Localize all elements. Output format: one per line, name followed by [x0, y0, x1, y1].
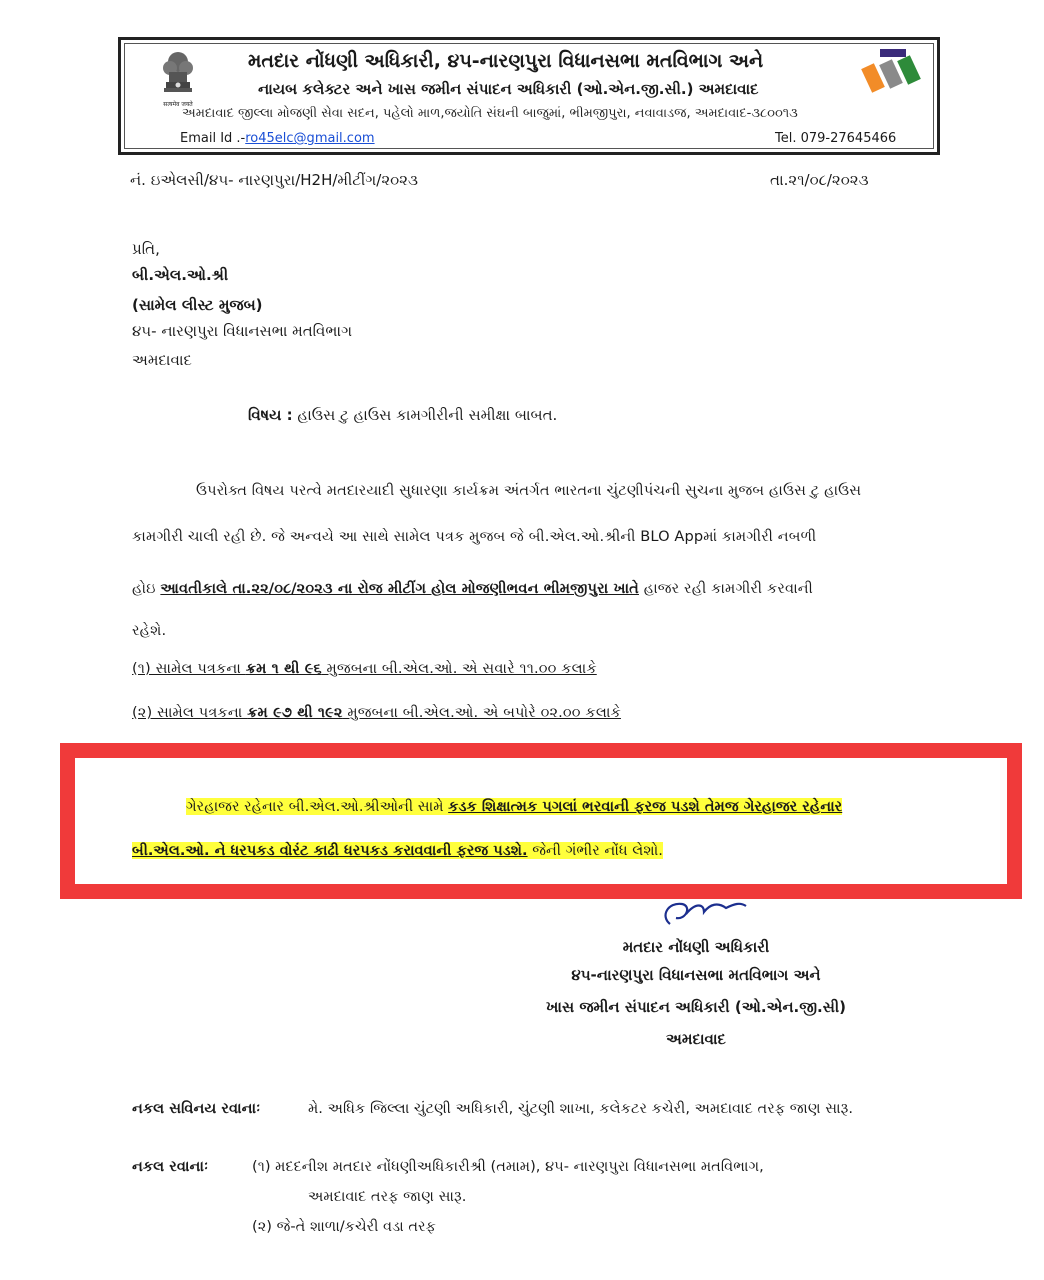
copy-item-1b: અમદાવાદ તરફ જાણ સારૂ.	[308, 1188, 467, 1205]
recipient-prati: પ્રતિ,	[132, 240, 160, 258]
signatory-line-3: ખાસ જમીન સંપાદન અધિકારી (ઓ.એન.જી.સી)	[545, 998, 847, 1016]
reference-date: તા.૨૧/૦૮/૨૦૨૩	[770, 171, 869, 189]
reference-number: નં. ઇએલસી/૪૫- નારણપુરા/H2H/મીટીંગ/૨૦૨૩	[130, 171, 418, 189]
national-emblem-icon	[158, 44, 198, 106]
body-line-3	[132, 580, 813, 597]
recipient-constituency: ૪૫- નારણપુરા વિધાનસભા મતવિભાગ	[132, 322, 353, 340]
body-line-2: કામગીરી ચાલી રહી છે. જે અન્વયે આ સાથે સામેલ પત્રક મુજબ જે બી.એલ.ઓ.શ્રીની BLO Appમાં કામગીરી નબળી	[132, 528, 817, 545]
body-line-3-pre: હોઇ	[132, 580, 161, 597]
letterhead-email-row	[180, 131, 375, 146]
email-label: Email Id .-	[180, 131, 246, 146]
item-1-pre: (૧) સામેલ પત્રકના	[132, 660, 246, 677]
warning-highlight-box	[60, 743, 1022, 899]
meeting-details: આવતીકાલે તા.૨૨/૦૮/૨૦૨૩ ના રોજ મીટીંગ હોલ મોજણીભવન ભીમજીપુરા ખાતે	[160, 580, 639, 597]
item-2-post: મુજબના બી.એલ.ઓ. એ બપોરે ૦૨.૦૦ કલાકે	[342, 704, 621, 721]
signature-scribble-icon	[600, 896, 770, 930]
copy-item-1: (૧) મદદનીશ મતદાર નોંધણીઅધિકારીશ્રી (તમામ), ૪૫- નારણપુરા વિધાનસભા મતવિભાગ,	[252, 1158, 764, 1175]
item-2-range: ક્રમ ૯૭ થી ૧૯૨	[247, 704, 343, 721]
body-line-1: ઉપરોક્ત વિષય પરત્વે મતદારયાદી સુધારણા કાર્યક્રમ અંતર્ગત ભારતના ચુંટણીપંચની સુચના મુજબ હાઉસ ટુ હાઉસ	[196, 482, 862, 499]
warning-line-2-bold: બી.એલ.ઓ. ને ધરપકડ વોરંટ કાઢી ધરપકડ કરાવવાની ફરજ પડશે.	[132, 842, 528, 859]
copy-label-1: નકલ સવિનય રવાનાઃ	[132, 1100, 261, 1117]
email-link[interactable]: ro45elc@gmail.com	[245, 131, 375, 146]
signatory-line-1: મતદાર નોંધણી અધિકારી	[622, 938, 770, 956]
subject-text: હાઉસ ટુ હાઉસ કામગીરીની સમીક્ષા બાબત.	[292, 406, 558, 424]
copy-text-1: મે. અધિક જિલ્લા ચુંટણી અધિકારી, ચુંટણી શાખા, કલેકટર કચેરી, અમદાવાદ તરફ જાણ સારૂ.	[308, 1100, 854, 1117]
warning-line-2-post: જેની ગંભીર નોંધ લેશો.	[527, 842, 663, 859]
letterhead-title: મતદાર નોંધણી અધિકારી, ૪૫-નારણપુરા વિધાનસભા મતવિભાગ અને	[248, 50, 764, 72]
emblem-motto: सत्यमेव जयते	[163, 101, 193, 108]
schedule-item-2	[132, 704, 621, 721]
warning-line-1-pre: ગેરહાજર રહેનાર બી.એલ.ઓ.શ્રીઓની સામે	[186, 798, 449, 815]
letterhead-address: અમદાવાદ જીલ્લા મોજણી સેવા સદન, પહેલો માળ,જયોતિ સંઘની બાજુમાં, ભીમજીપુરા, નવાવાડજ, અમદાવાદ-૩૮૦૦૧૩	[182, 106, 798, 121]
copy-item-2: (૨) જે-તે શાળા/કચેરી વડા તરફ	[252, 1218, 436, 1235]
subject-line	[248, 406, 557, 424]
item-2-pre: (૨) સામેલ પત્રકના	[132, 704, 248, 721]
subject-label: વિષય :	[248, 406, 293, 424]
recipient-note: (સામેલ લીસ્ટ મુજબ)	[132, 296, 263, 314]
copy-label-2: નકલ રવાનાઃ	[132, 1158, 209, 1175]
letterhead-subtitle: નાયબ કલેક્ટર અને ખાસ જમીન સંપાદન અધિકારી (ઓ.એન.જી.સી.) અમદાવાદ	[258, 80, 759, 98]
body-line-3-post: હાજર રહી કામગીરી કરવાની	[638, 580, 813, 597]
recipient-name: બી.એલ.ઓ.શ્રી	[132, 266, 229, 284]
item-1-range: ક્રમ ૧ થી ૯૬	[245, 660, 322, 677]
item-1-post: મુજબના બી.એલ.ઓ. એ સવારે ૧૧.૦૦ કલાકે	[321, 660, 597, 677]
recipient-city: અમદાવાદ	[132, 351, 192, 369]
election-commission-logo-icon	[856, 47, 934, 99]
warning-line-1-bold: કડક શિક્ષાત્મક પગલાં ભરવાની ફરજ પડશે તેમજ ગેરહાજર રહેનાર	[448, 798, 843, 815]
body-line-4: રહેશે.	[132, 622, 167, 639]
warning-line-2	[132, 842, 663, 859]
signatory-line-2: ૪૫-નારણપુરા વિધાનસભા મતવિભાગ અને	[571, 966, 821, 984]
letterhead-phone: Tel. 079-27645466	[775, 131, 897, 146]
warning-line-1	[186, 798, 842, 815]
signatory-line-4: અમદાવાદ	[666, 1030, 726, 1048]
schedule-item-1	[132, 660, 597, 677]
